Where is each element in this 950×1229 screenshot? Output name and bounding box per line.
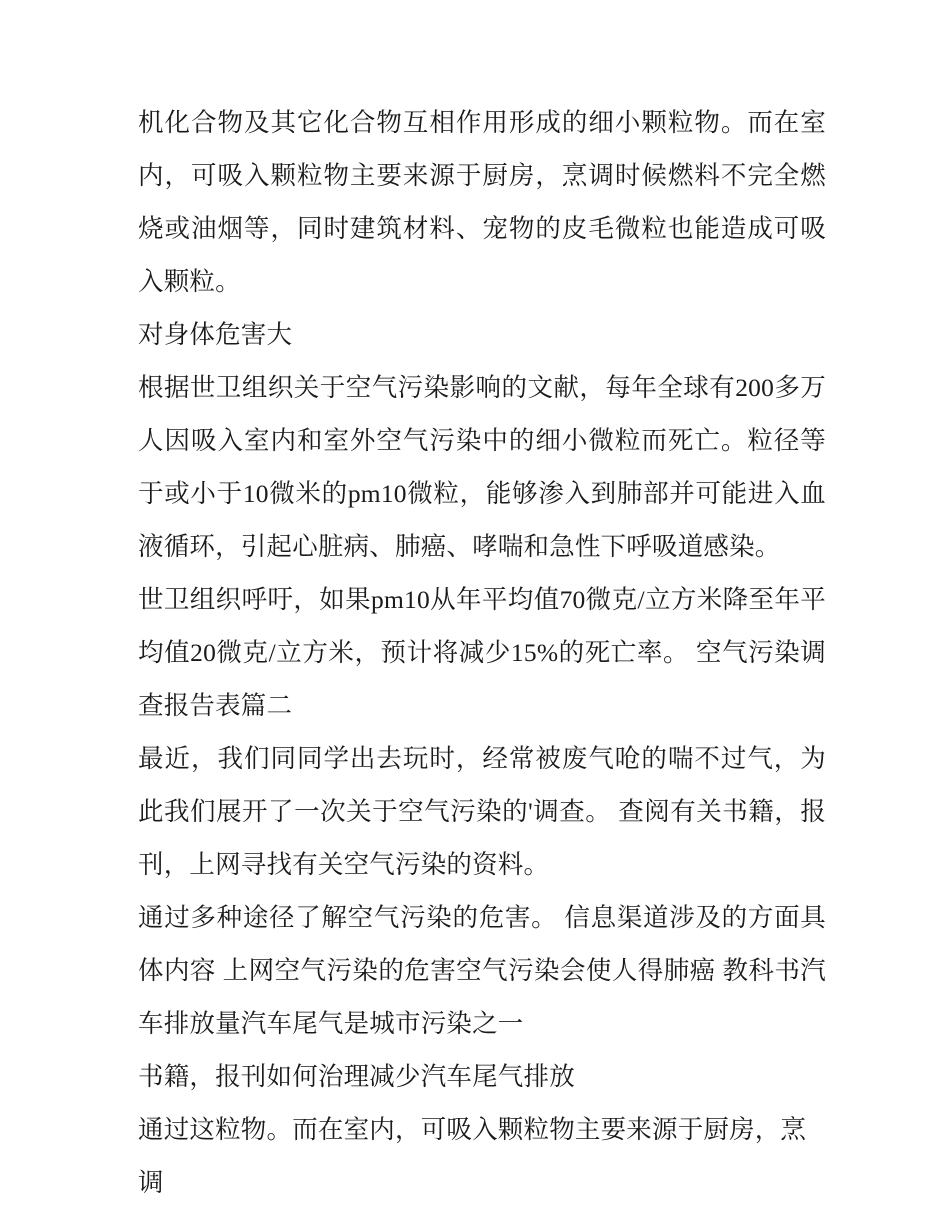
paragraph: 书籍，报刊如何治理减少汽车尾气排放 <box>138 1062 575 1091</box>
paragraph: 机化合物及其它化合物互相作用形成的细小颗粒物。而在室内，可吸入颗粒物主要来源于厨房，烹调时候燃料不完全燃烧或油烟等，同时建筑材料、宠物的皮毛微粒也能造成可吸入颗粒。 <box>138 108 826 296</box>
document-body <box>138 96 826 1209</box>
paragraph: 通过多种途径了解空气污染的危害。 信息渠道涉及的方面具体内容 上网空气污染的危害空气污染会使人得肺癌 教科书汽车排放量汽车尾气是城市污染之一 <box>138 903 826 1038</box>
paragraph-heading: 对身体危害大 <box>138 320 293 349</box>
paragraph: 最近，我们同同学出去玩时，经常被废气呛的喘不过气，为此我们展开了一次关于空气污染的'调查。 查阅有关书籍，报刊，上网寻找有关空气污染的资料。 <box>138 744 826 879</box>
paragraph: 根据世卫组织关于空气污染影响的文献，每年全球有200多万人因吸入室内和室外空气污染中的细小微粒而死亡。粒径等于或小于10微米的pm10微粒，能够渗入到肺部并可能进入血液循环，引起心脏病、肺癌、哮喘和急性下呼吸道感染。 <box>138 373 826 561</box>
paragraph: 世卫组织呼吁，如果pm10从年平均值70微克/立方米降至年平均值20微克/立方米，预计将减少15%的死亡率。 空气污染调查报告表篇二 <box>138 585 826 720</box>
paragraph: 通过这粒物。而在室内，可吸入颗粒物主要来源于厨房，烹调 <box>138 1115 807 1197</box>
